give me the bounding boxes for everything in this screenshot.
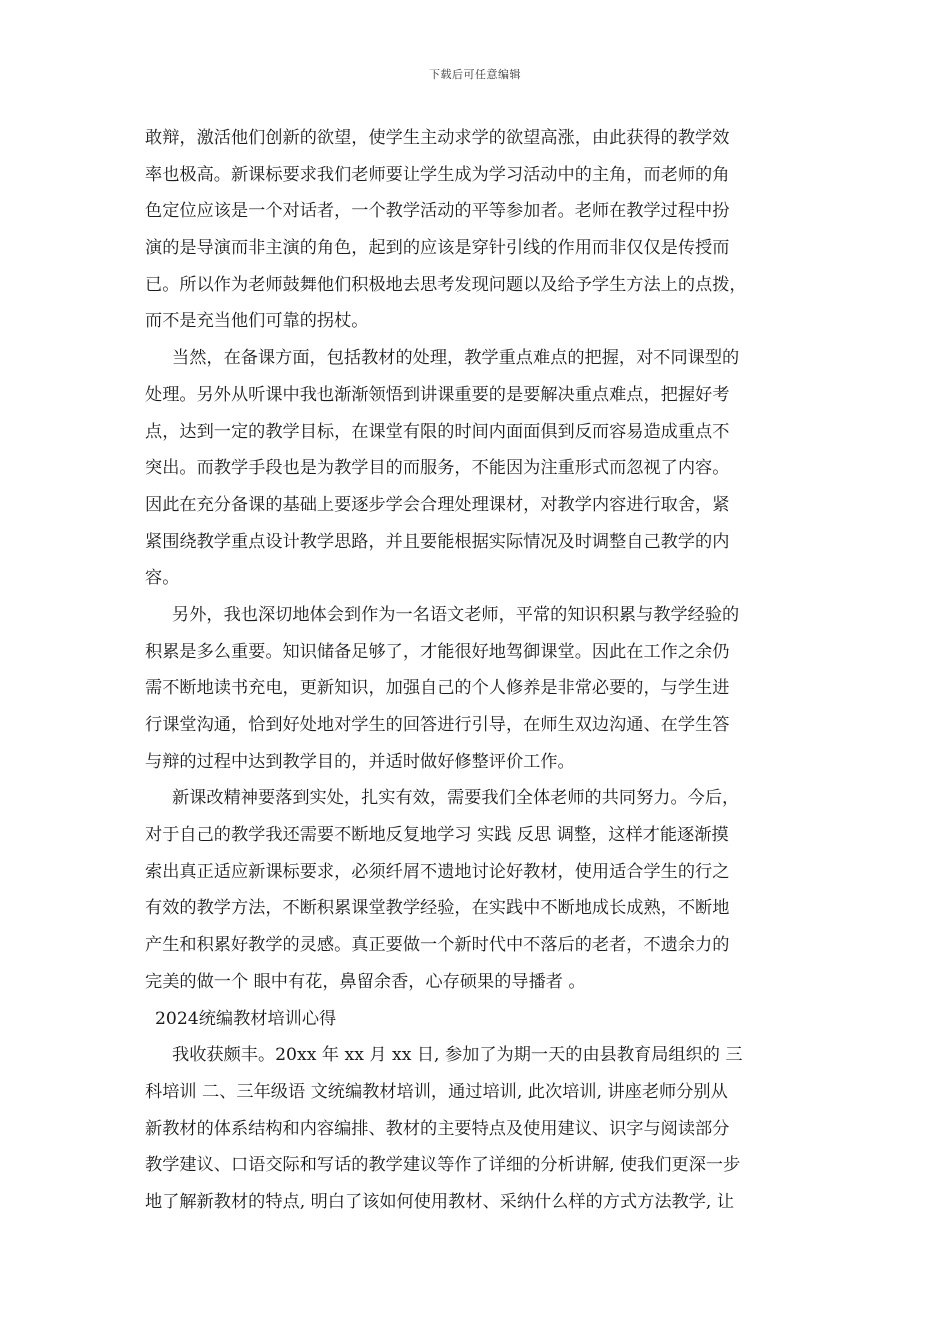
text-line: 教学建议、口语交际和写话的教学建议等作了详细的分析讲解, 使我们更深一步 (145, 1155, 741, 1176)
page-header: 下载后可任意编辑 (429, 68, 521, 81)
text-line: 敢辩，激活他们创新的欲望，使学生主动求学的欲望高涨，由此获得的教学效 (145, 128, 730, 148)
text-line: 另外，我也深切地体会到作为一名语文老师，平常的知识积累与教学经验的 (172, 604, 740, 625)
text-line: 需不断地读书充电，更新知识，加强自己的个人修养是非常必要的，与学生进 (145, 678, 730, 699)
text-line: 已。所以作为老师鼓舞他们积极地去思考发现问题以及给予学生方法上的点拨， (145, 274, 747, 295)
text-line: 新课改精神要落到实处，扎实有效，需要我们全体老师的共同努力。今后， (172, 788, 740, 809)
text-line: 新教材的体系结构和内容编排、教材的主要特点及使用建议、识字与阅读部分 (145, 1118, 730, 1139)
text-line: 色定位应该是一个对话者，一个教学活动的平等参加者。老师在教学过程中扮 (145, 201, 730, 222)
text-line: 与辩的过程中达到教学目的，并适时做好修整评价工作。 (145, 751, 575, 772)
document-body (145, 120, 820, 1221)
text-line: 我收获颇丰。20xx 年 xx 月 xx 日, 参加了为期一天的由县教育局组织的 三 (172, 1045, 743, 1066)
text-line: 率也极高。新课标要求我们老师要让学生成为学习活动中的主角，而老师的角 (145, 164, 730, 185)
text-line: 突出。而教学手段也是为教学目的而服务，不能因为注重形式而忽视了内容。 (145, 458, 730, 479)
text-line: 因此在充分备课的基础上要逐步学会合理处理课材，对教学内容进行取舍，紧 (145, 494, 730, 515)
text-line: 容。 (145, 568, 180, 589)
text-line: 积累是多么重要。知识储备足够了，才能很好地驾御课堂。因此在工作之余仍 (145, 641, 730, 662)
text-line: 处理。另外从听课中我也渐渐领悟到讲课重要的是要解决重点难点，把握好考 (145, 384, 730, 405)
section-heading: 2024统编教材培训心得 (155, 1008, 337, 1029)
text-line: 而不是充当他们可靠的拐杖。 (145, 311, 369, 332)
text-line: 点，达到一定的教学目标，在课堂有限的时间内面面俱到反而容易造成重点不 (145, 421, 730, 442)
text-line: 产生和积累好教学的灵感。真正要做一个新时代中不落后的老者，不遗余力的 (145, 935, 730, 956)
text-line: 完美的做一个 眼中有花，鼻留余香，心存硕果的导播者 。 (145, 971, 586, 992)
text-line: 演的是导演而非主演的角色，起到的应该是穿针引线的作用而非仅仅是传授而 (145, 238, 730, 259)
text-line: 当然，在备课方面，包括教材的处理，教学重点难点的把握，对不同课型的 (172, 348, 740, 369)
text-line: 对于自己的教学我还需要不断地反复地学习 实践 反思 调整，这样才能逐渐摸 (145, 825, 729, 846)
text-line: 行课堂沟通，恰到好处地对学生的回答进行引导，在师生双边沟通、在学生答 (145, 715, 730, 735)
text-line: 地了解新教材的特点, 明白了该如何使用教材、采纳什么样的方式方法教学, 让 (145, 1191, 735, 1212)
text-line: 紧围绕教学重点设计教学思路，并且要能根据实际情况及时调整自己教学的内 (145, 531, 730, 552)
text-line: 有效的教学方法，不断积累课堂教学经验，在实践中不断地成长成熟，不断地 (145, 898, 730, 919)
text-line: 科培训 二、三年级语 文统编教材培训，通过培训, 此次培训, 讲座老师分别从 (145, 1081, 728, 1102)
text-line: 索出真正适应新课标要求，必须纤屑不遗地讨论好教材，使用适合学生的行之 (145, 861, 730, 882)
